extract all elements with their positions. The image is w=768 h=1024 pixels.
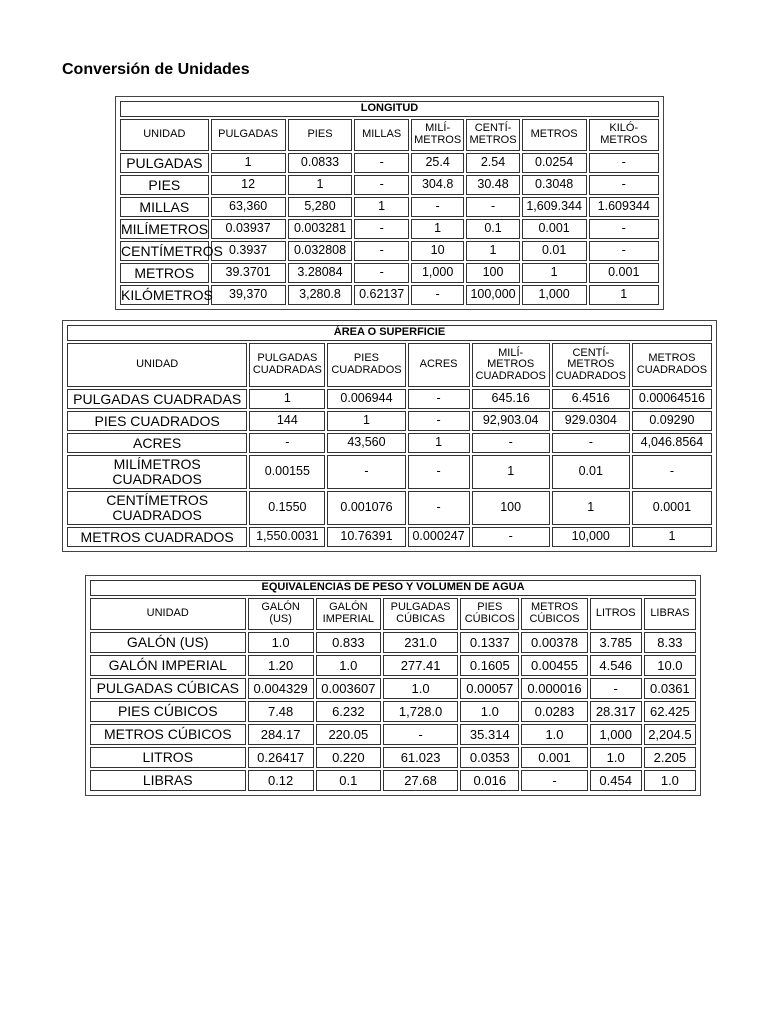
- table-cell: 61.023: [383, 747, 458, 768]
- table-row: [120, 241, 659, 261]
- table-cell: 1.609344: [589, 197, 660, 217]
- row-label: [90, 678, 246, 699]
- table-cell: 0.0283: [521, 701, 587, 722]
- row-label: [120, 175, 209, 195]
- table-cell: 6.232: [316, 701, 381, 722]
- row-label: [67, 491, 247, 525]
- table-cell: 0.3937: [211, 241, 286, 261]
- table-cell: 0.1550: [249, 491, 325, 525]
- table-cell: -: [408, 389, 470, 409]
- table-row: [67, 433, 712, 453]
- column-header: [632, 343, 712, 387]
- table-cell: -: [383, 724, 458, 745]
- table-cell: 0.00455: [521, 655, 587, 676]
- table-cell: -: [354, 153, 409, 173]
- text-line: PIES CUADRADOS: [94, 412, 220, 429]
- text-line: METROS: [414, 134, 462, 146]
- column-header: [67, 343, 247, 387]
- peso-grid: [88, 578, 698, 793]
- table-cell: 0.62137: [354, 285, 409, 305]
- column-header: [211, 119, 286, 151]
- table-cell: 0.01: [522, 241, 587, 261]
- text-line: CUADRADOS: [555, 369, 626, 382]
- table-cell: 1: [522, 263, 587, 283]
- table-row: [67, 455, 712, 489]
- text-line: CENTÍMETROS: [106, 492, 209, 509]
- table-cell: 3,280.8: [288, 285, 353, 305]
- table-title: ÁREA O SUPERFICIE: [67, 325, 712, 341]
- column-header: [354, 119, 409, 151]
- text-line: (US): [269, 613, 292, 625]
- text-line: CUADRADAS: [252, 364, 322, 376]
- text-line: CENTÍ-: [474, 122, 512, 135]
- row-label: [90, 724, 246, 745]
- table-cell: 6.4516: [552, 389, 630, 409]
- table-cell: 39,370: [211, 285, 286, 305]
- table-row: [90, 770, 696, 791]
- column-header: [472, 343, 550, 387]
- row-label: [120, 285, 213, 305]
- row-label: [120, 241, 223, 261]
- longitud-table: [115, 96, 664, 310]
- column-header: [288, 119, 353, 151]
- text-line: METROS: [530, 128, 578, 141]
- column-header: [411, 119, 464, 151]
- table-cell: -: [590, 678, 642, 699]
- table-cell: 0.0001: [632, 491, 712, 525]
- text-line: KILÓ-: [609, 122, 639, 135]
- text-line: METROS: [469, 134, 517, 146]
- text-line: UNIDAD: [143, 128, 186, 141]
- table-cell: 0.09290: [632, 411, 712, 431]
- table-cell: 1: [408, 433, 470, 453]
- text-line: PULGADAS: [257, 352, 318, 365]
- table-cell: 7.48: [248, 701, 314, 722]
- text-line: CUADRADOS: [475, 369, 546, 382]
- table-cell: 0.26417: [248, 747, 314, 768]
- table-cell: -: [249, 433, 325, 453]
- page-title: Conversión de Unidades: [62, 61, 250, 78]
- table-cell: 1: [466, 241, 519, 261]
- table-cell: -: [589, 175, 660, 195]
- table-cell: 0.454: [590, 770, 642, 791]
- table-cell: -: [411, 285, 464, 305]
- table-row: [90, 747, 696, 768]
- table-cell: 62.425: [644, 701, 696, 722]
- table-cell: -: [408, 455, 470, 489]
- table-cell: 100,000: [466, 285, 519, 305]
- table-cell: 1.0: [248, 632, 314, 653]
- table-cell: 0.00155: [249, 455, 325, 489]
- table-cell: 43,560: [327, 433, 405, 453]
- table-cell: -: [589, 219, 660, 239]
- table-cell: 1: [589, 285, 660, 305]
- table-cell: 929.0304: [552, 411, 630, 431]
- table-cell: 1.20: [248, 655, 314, 676]
- table-cell: 1,728.0: [383, 701, 458, 722]
- text-line: PULGADAS: [390, 601, 451, 614]
- table-cell: 3.785: [590, 632, 642, 653]
- text-line: CENTÍMETROS: [121, 242, 223, 259]
- text-line: METROS: [567, 358, 615, 371]
- table-cell: -: [472, 527, 550, 547]
- text-line: PIES CÚBICOS: [117, 703, 218, 720]
- table-cell: 1.0: [316, 655, 381, 676]
- text-line: MILÍMETROS: [113, 456, 201, 473]
- table-cell: 3.28084: [288, 263, 353, 283]
- text-line: CÚBICOS: [529, 613, 580, 625]
- table-cell: 5,280: [288, 197, 353, 217]
- table-cell: 12: [211, 175, 286, 195]
- table-cell: 10.0: [644, 655, 696, 676]
- row-label: [90, 770, 246, 791]
- table-row: [120, 153, 659, 173]
- text-line: PULGADAS: [126, 154, 203, 171]
- column-header: [521, 598, 587, 630]
- table-cell: -: [408, 491, 470, 525]
- row-label: [67, 411, 247, 431]
- text-line: PIES: [307, 128, 333, 141]
- table-cell: -: [354, 175, 409, 195]
- table-cell: -: [354, 263, 409, 283]
- table-cell: 220.05: [316, 724, 381, 745]
- row-label: [90, 632, 246, 653]
- table-cell: 0.000247: [408, 527, 470, 547]
- table-cell: 0.016: [460, 770, 519, 791]
- column-header: [590, 598, 642, 630]
- text-line: CÚBICOS: [464, 613, 515, 625]
- table-cell: 0.1: [466, 219, 519, 239]
- text-line: LIBRAS: [650, 607, 690, 620]
- text-line: PIES: [148, 176, 181, 193]
- table-cell: 4,046.8564: [632, 433, 712, 453]
- table-cell: 1.0: [383, 678, 458, 699]
- text-line: MILLAS: [139, 198, 190, 215]
- table-cell: -: [408, 411, 470, 431]
- table-cell: 0.00057: [460, 678, 519, 699]
- text-line: LITROS: [595, 607, 636, 620]
- table-cell: 0.12: [248, 770, 314, 791]
- table-cell: 0.001: [589, 263, 660, 283]
- table-cell: 1.0: [644, 770, 696, 791]
- table-cell: 0.0833: [288, 153, 353, 173]
- table-cell: 1: [552, 491, 630, 525]
- text-line: UNIDAD: [146, 607, 189, 620]
- table-cell: 2.54: [466, 153, 519, 173]
- text-line: CUADRADOS: [331, 364, 402, 376]
- row-label: [120, 153, 209, 173]
- text-line: LITROS: [142, 749, 194, 766]
- table-row: [120, 175, 659, 195]
- row-label: [90, 655, 246, 676]
- text-line: CENTÍ-: [572, 346, 610, 359]
- column-header: [460, 598, 519, 630]
- table-cell: 0.00378: [521, 632, 587, 653]
- text-line: METROS CUADRADOS: [80, 528, 234, 545]
- row-label: [67, 433, 247, 453]
- table-cell: -: [327, 455, 405, 489]
- text-line: MILÍMETROS: [121, 220, 209, 237]
- table-cell: 0.003607: [316, 678, 381, 699]
- text-line: PULGADAS CÚBICAS: [96, 680, 239, 697]
- text-line: MILLAS: [362, 128, 402, 141]
- table-row: [67, 411, 712, 431]
- table-cell: 0.220: [316, 747, 381, 768]
- row-label: [120, 219, 209, 239]
- text-line: PIES: [477, 601, 503, 614]
- column-header: [383, 598, 458, 630]
- table-cell: 100: [466, 263, 519, 283]
- table-row: [120, 219, 659, 239]
- text-line: PIES: [353, 352, 379, 365]
- table-cell: 1.0: [460, 701, 519, 722]
- text-line: MILÍ-: [498, 346, 524, 359]
- table-cell: 0.001: [521, 747, 587, 768]
- table-cell: 1: [249, 389, 325, 409]
- table-cell: 2.205: [644, 747, 696, 768]
- table-cell: 1: [288, 175, 353, 195]
- column-header: [522, 119, 587, 151]
- column-header: [466, 119, 519, 151]
- column-header: [249, 343, 325, 387]
- table-cell: 1: [354, 197, 409, 217]
- text-line: METROS: [648, 352, 696, 365]
- table-cell: 1,000: [522, 285, 587, 305]
- text-line: CUADRADOS: [112, 471, 202, 487]
- table-row: [120, 263, 659, 283]
- table-cell: 645.16: [472, 389, 550, 409]
- table-cell: 0.000016: [521, 678, 587, 699]
- table-cell: 304.8: [411, 175, 464, 195]
- text-line: GALÓN: [329, 601, 368, 614]
- table-cell: -: [411, 197, 464, 217]
- table-cell: -: [521, 770, 587, 791]
- text-line: CUADRADOS: [636, 364, 708, 376]
- text-line: GALÓN (US): [126, 634, 209, 651]
- row-label: [67, 389, 247, 409]
- column-header: [589, 119, 660, 151]
- text-line: ACRES: [133, 434, 182, 451]
- text-line: METROS: [487, 358, 535, 371]
- table-row: [67, 491, 712, 525]
- row-label: [90, 747, 246, 768]
- table-cell: 0.0361: [644, 678, 696, 699]
- table-row: [90, 655, 696, 676]
- text-line: UNIDAD: [136, 358, 179, 371]
- table-cell: 0.0254: [522, 153, 587, 173]
- table-cell: 25.4: [411, 153, 464, 173]
- table-cell: 4.546: [590, 655, 642, 676]
- text-line: GALÓN IMPERIAL: [108, 657, 227, 674]
- row-label: [120, 197, 209, 217]
- text-line: METROS CÚBICOS: [103, 726, 232, 743]
- text-line: GALÓN: [261, 601, 300, 614]
- table-cell: 0.006944: [327, 389, 405, 409]
- table-cell: -: [632, 455, 712, 489]
- text-line: IMPERIAL: [322, 613, 375, 625]
- table-cell: 1: [411, 219, 464, 239]
- row-label: [67, 527, 247, 547]
- table-row: [90, 632, 696, 653]
- column-header: [248, 598, 314, 630]
- column-header: [316, 598, 381, 630]
- table-row: [120, 285, 659, 305]
- table-cell: 10: [411, 241, 464, 261]
- table-cell: 0.0353: [460, 747, 519, 768]
- table-cell: -: [589, 153, 660, 173]
- text-line: PULGADAS: [218, 128, 279, 141]
- table-cell: 10.76391: [327, 527, 405, 547]
- table-cell: 30.48: [466, 175, 519, 195]
- row-label: [90, 701, 246, 722]
- table-cell: 35.314: [460, 724, 519, 745]
- column-header: [90, 598, 246, 630]
- table-cell: -: [552, 433, 630, 453]
- text-line: LIBRAS: [142, 772, 193, 789]
- table-cell: 0.00064516: [632, 389, 712, 409]
- text-line: MILÍ-: [425, 122, 451, 135]
- longitud-grid: [118, 99, 661, 307]
- area-grid: [65, 323, 714, 549]
- table-row: [90, 724, 696, 745]
- table-cell: -: [589, 241, 660, 261]
- table-cell: 28.317: [590, 701, 642, 722]
- table-title: LONGITUD: [120, 101, 659, 117]
- text-line: CÚBICAS: [396, 613, 446, 625]
- table-row: [90, 701, 696, 722]
- table-title: EQUIVALENCIAS DE PESO Y VOLUMEN DE AGUA: [90, 580, 696, 596]
- table-row: [67, 527, 712, 547]
- table-cell: 0.1605: [460, 655, 519, 676]
- table-cell: 0.1: [316, 770, 381, 791]
- table-cell: 0.004329: [248, 678, 314, 699]
- table-row: [67, 389, 712, 409]
- table-cell: 0.001: [522, 219, 587, 239]
- text-line: METROS: [530, 601, 579, 614]
- table-row: [90, 678, 696, 699]
- row-label: [67, 455, 247, 489]
- table-cell: 1.0: [590, 747, 642, 768]
- column-header: [327, 343, 405, 387]
- peso-volumen-table: [85, 575, 701, 796]
- table-cell: 1: [327, 411, 405, 431]
- row-label: [120, 263, 209, 283]
- table-cell: 277.41: [383, 655, 458, 676]
- table-cell: 0.3048: [522, 175, 587, 195]
- table-cell: 8.33: [644, 632, 696, 653]
- table-cell: 0.833: [316, 632, 381, 653]
- table-cell: 144: [249, 411, 325, 431]
- text-line: KILÓMETROS: [121, 286, 213, 303]
- table-row: [120, 197, 659, 217]
- table-cell: 0.003281: [288, 219, 353, 239]
- table-cell: 0.032808: [288, 241, 353, 261]
- table-cell: 1.0: [521, 724, 587, 745]
- table-cell: -: [354, 219, 409, 239]
- table-cell: 92,903.04: [472, 411, 550, 431]
- area-table: [62, 320, 717, 552]
- table-cell: 39.3701: [211, 263, 286, 283]
- text-line: ACRES: [419, 358, 458, 371]
- text-line: CUADRADOS: [112, 507, 202, 523]
- table-cell: 10,000: [552, 527, 630, 547]
- table-cell: 2,204.5: [644, 724, 696, 745]
- column-header: [552, 343, 630, 387]
- table-cell: 0.001076: [327, 491, 405, 525]
- table-cell: 100: [472, 491, 550, 525]
- table-cell: -: [466, 197, 519, 217]
- table-cell: -: [472, 433, 550, 453]
- table-cell: 63,360: [211, 197, 286, 217]
- table-cell: 1: [472, 455, 550, 489]
- table-cell: 1,609.344: [522, 197, 587, 217]
- table-cell: 0.03937: [211, 219, 286, 239]
- text-line: METROS: [134, 264, 195, 281]
- table-cell: 0.1337: [460, 632, 519, 653]
- table-cell: 1: [632, 527, 712, 547]
- table-cell: 0.01: [552, 455, 630, 489]
- text-line: METROS: [600, 134, 648, 146]
- column-header: [644, 598, 696, 630]
- column-header: [120, 119, 209, 151]
- table-cell: 1,000: [590, 724, 642, 745]
- table-cell: 284.17: [248, 724, 314, 745]
- table-cell: 1: [211, 153, 286, 173]
- column-header: [408, 343, 470, 387]
- text-line: PULGADAS CUADRADAS: [73, 390, 242, 407]
- table-cell: 1,550.0031: [249, 527, 325, 547]
- table-cell: 1,000: [411, 263, 464, 283]
- table-cell: 231.0: [383, 632, 458, 653]
- table-cell: -: [354, 241, 409, 261]
- table-cell: 27.68: [383, 770, 458, 791]
